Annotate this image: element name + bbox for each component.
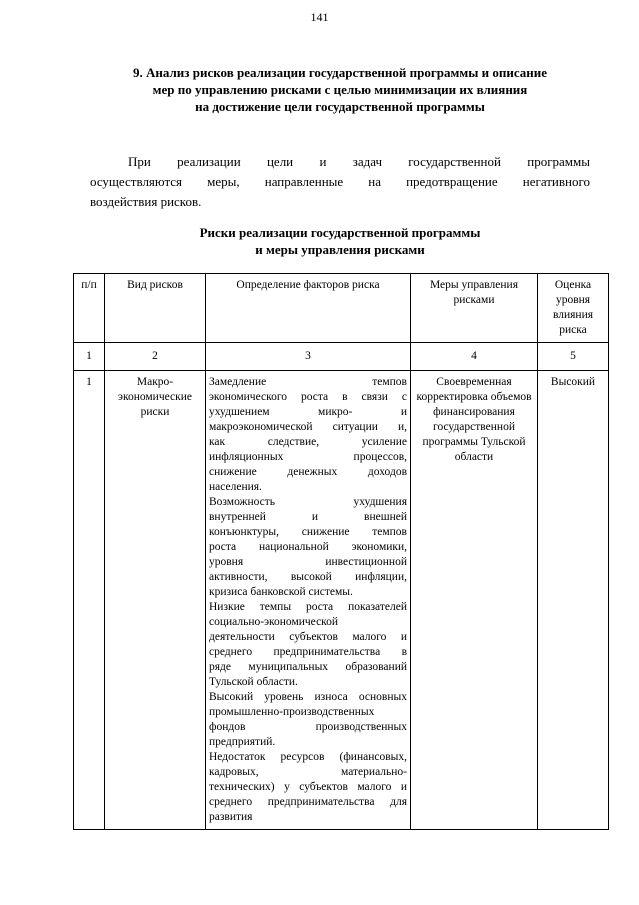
intro-paragraph [90, 152, 590, 212]
risk-factor-line: технических) у субъектов малого и [209, 781, 407, 793]
section-title-line: 9. Анализ рисков реализации государственной программы и описание [132, 65, 548, 80]
risk-factor-line: ряде муниципальных образований [209, 661, 407, 673]
risk-factor-line: макроэкономической ситуации и, [209, 421, 407, 433]
column-number: 2 [105, 343, 206, 371]
header-risk-type: Вид рисков [105, 274, 206, 343]
row-risk-type: Макро-экономические риски [105, 371, 206, 830]
column-number: 1 [74, 343, 105, 371]
column-number: 4 [411, 343, 538, 371]
risk-factor-line: среднего предпринимательства в [209, 646, 407, 658]
risk-factor-line: Высокий уровень износа основных [209, 691, 407, 703]
risk-factor-line: предприятий. [209, 736, 276, 748]
risk-factor-line: роста национальной экономики, [209, 541, 407, 553]
column-number: 3 [206, 343, 411, 371]
table-row [74, 371, 609, 830]
risk-factor-line: ухудшением микро- и [209, 406, 407, 418]
risk-factor-line: фондов производственных [209, 721, 407, 733]
risk-factor-line: деятельности субъектов малого и [209, 631, 407, 643]
row-num: 1 [74, 371, 105, 830]
risk-factor-line: Возможность ухудшения [209, 496, 407, 508]
risk-factor-line: развития [209, 811, 253, 823]
header-risk-factors: Определение факторов риска [206, 274, 411, 343]
row-measures: Своевременная корректировка объемов финансирования государственной программы Тульской области [411, 371, 538, 830]
risk-factor-line: Низкие темпы роста показателей [209, 601, 407, 613]
risk-factor-line: Недостаток ресурсов (финансовых, [209, 751, 407, 763]
header-num: п/п [74, 274, 105, 343]
risk-factor-line: населения. [209, 481, 262, 493]
risk-factor-line: среднего предпринимательства для [209, 796, 407, 808]
risk-factor-line: внутренней и внешней [209, 511, 407, 523]
intro-line: осуществляются меры, направленные на предотвращение негативного [90, 174, 590, 189]
table-header-row [74, 274, 609, 343]
risk-factor-line: активности, высокой инфляции, [209, 571, 407, 583]
column-number: 5 [538, 343, 609, 371]
risk-factor-line: уровня инвестиционной [209, 556, 407, 568]
page-number: 141 [310, 10, 329, 24]
table-title-line: Риски реализации государственной программы [199, 225, 481, 240]
header-measures: Меры управления рисками [411, 274, 538, 343]
risk-factor-line: Замедление темпов [209, 376, 407, 388]
row-risk-factors [206, 371, 411, 830]
section-title-line: мер по управлению рисками с целью минимизации их влияния [152, 82, 528, 97]
section-title [90, 64, 590, 115]
risk-factor-line: Тульской области. [209, 676, 298, 688]
risk-factor-line: кадровых, материально- [209, 766, 407, 778]
risk-factor-line: экономического роста в связи с [209, 391, 407, 403]
risks-table [73, 273, 609, 830]
risk-factor-line: кризиса банковской системы. [209, 586, 353, 598]
intro-line: воздействия рисков. [90, 194, 202, 209]
risk-factor-line: как следствие, усиление [209, 436, 407, 448]
risk-factor-line: конъюнктуры, снижение темпов [209, 526, 407, 538]
table-title [90, 224, 590, 258]
section-title-line: на достижение цели государственной программы [195, 99, 485, 114]
intro-line: При реализации цели и задач государственной программы [128, 154, 590, 169]
header-impact: Оценка уровня влияния риска [538, 274, 609, 343]
row-impact: Высокий [538, 371, 609, 830]
table-title-line: и меры управления рисками [255, 242, 425, 257]
risk-factor-line: инфляционных процессов, [209, 451, 407, 463]
risk-factor-line: промышленно-производственных [209, 706, 375, 718]
risk-factor-line: снижение денежных доходов [209, 466, 407, 478]
column-number-row [74, 343, 609, 371]
risk-factor-line: социально-экономической [209, 616, 339, 628]
